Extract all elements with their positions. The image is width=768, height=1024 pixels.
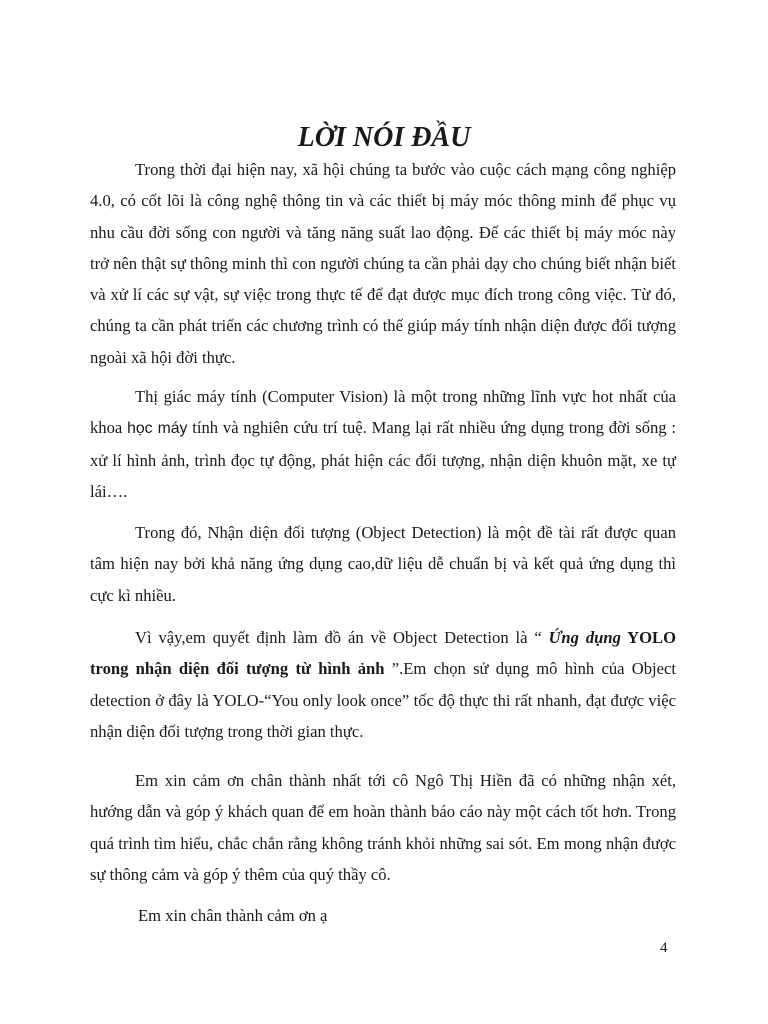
paragraph-project	[90, 622, 676, 747]
paragraph-intro: Trong thời đại hiện nay, xã hội chúng ta bước vào cuộc cách mạng công nghiệp 4.0, có cốt lõi là công nghệ thông tin và các thiết bị máy móc thông minh để phục vụ nhu cầu đời sống con người và tăng năng suất lao động. Để các thiết bị máy móc này trở nên thật sự thông minh thì con người chúng ta cần phải dạy cho chúng biết nhận biết và xử lí các sự vật, sự việc trong thực tế để đạt được mục đích trong công việc. Từ đó, chúng ta cần phát triển các chương trình có thể giúp máy tính nhận diện được đối tượng ngoài xã hội đời thực.	[90, 160, 676, 367]
paragraph-text: ”.Em chọn sử dụng mô hình của Object detection ở đây là YOLO-“You only look once” tốc độ thực thi rất nhanh, đạt được việc nhận diện đối tượng trong thời gian thực.	[90, 659, 676, 741]
paragraph-object-detection: Trong đó, Nhận diện đối tượng (Object Detection) là một đề tài rất được quan tâm hiện nay bởi khả năng ứng dụng cao,dữ liệu dễ chuẩn bị và kết quả ứng dụng thì cực kì nhiều.	[90, 523, 676, 605]
page-title: LỜI NÓI ĐẦU	[297, 122, 471, 153]
page-number: 4	[660, 940, 668, 956]
paragraph-computer-vision	[90, 381, 676, 507]
paragraph-closing: Em xin chân thành cảm ơn ạ	[138, 906, 328, 925]
link-hoc-may[interactable]: học máy	[127, 420, 188, 438]
project-title-bold: YOLO trong nhận diện đối tượng từ hình ảnh	[90, 628, 676, 679]
paragraph-thanks: Em xin cảm ơn chân thành nhất tới cô Ngô Thị Hiền đã có những nhận xét, hướng dẫn và góp ý khách quan để em hoàn thành báo cáo này một cách tốt hơn. Trong quá trình tìm hiểu, chắc chắn rằng không tránh khỏi những sai sót. Em mong nhận được sự thông cảm và góp ý thêm của quý thầy cô.	[90, 771, 676, 884]
project-title-italic: Ứng dụng	[548, 628, 621, 647]
paragraph-text: tính và nghiên cứu trí tuệ. Mang lại rất nhiều ứng dụng trong đời sống : xử lí hình ảnh, trình đọc tự động, phát hiện các đối tượng, nhận diện khuôn mặt, xe tự lái….	[90, 418, 677, 501]
paragraph-text: Vì vậy,em quyết định làm đồ án về Object Detection là “	[135, 628, 549, 647]
paragraph-text: Thị giác máy tính (Computer Vision) là một trong những lĩnh vực hot nhất của khoa	[90, 387, 676, 438]
